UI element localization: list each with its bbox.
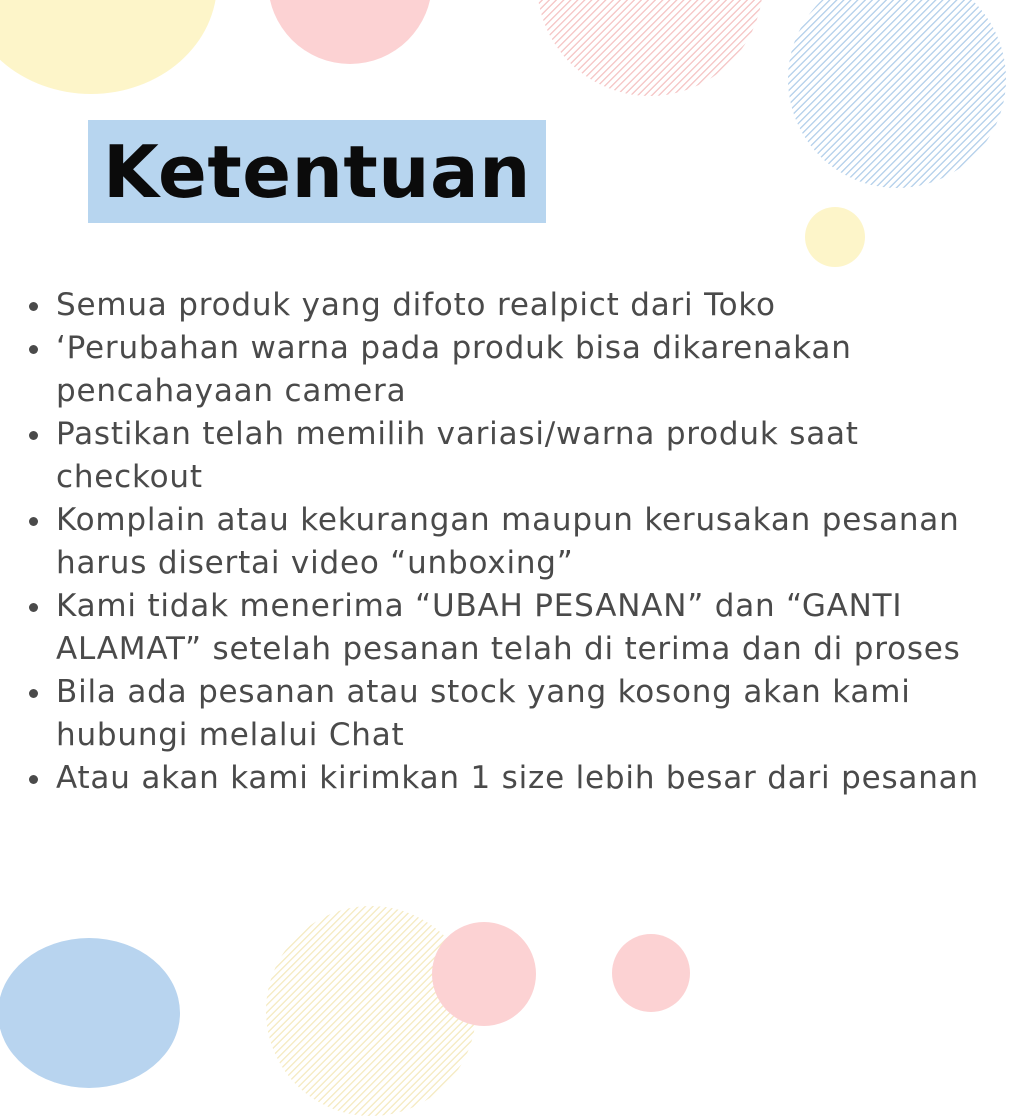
rule-text: Komplain atau kekurangan maupun kerusakan pesanan harus disertai video “unboxing” [56, 502, 960, 581]
decor-circle-pink-bottom-right [612, 934, 690, 1012]
bullet-icon [29, 603, 38, 612]
rule-item [28, 284, 988, 327]
rule-text: Kami tidak menerima “UBAH PESANAN” dan “GANTI ALAMAT” setelah pesanan telah di terima dan di proses [56, 588, 961, 667]
decor-circle-yellow-top-left [0, 0, 217, 94]
decor-circle-pink-top [268, 0, 432, 64]
rule-item [28, 585, 988, 671]
rule-item [28, 327, 988, 413]
bullet-icon [29, 517, 38, 526]
rule-item [28, 757, 988, 800]
bullet-icon [29, 689, 38, 698]
title-highlight-box [88, 120, 546, 223]
rule-text: Bila ada pesanan atau stock yang kosong akan kami hubungi melalui Chat [56, 674, 911, 753]
decor-circle-hatched-pink-top [537, 0, 763, 96]
rules-list [28, 284, 988, 800]
rule-text: Semua produk yang difoto realpict dari Toko [56, 287, 776, 323]
page-title: Ketentuan [103, 129, 531, 214]
decor-circle-blue-bottom-left [0, 938, 180, 1088]
decor-circle-yellow-small [805, 207, 865, 267]
rule-item [28, 671, 988, 757]
rule-text: ‘Perubahan warna pada produk bisa dikarenakan pencahayaan camera [56, 330, 852, 409]
decor-circle-hatched-yellow-bottom [266, 906, 476, 1116]
rule-text: Atau akan kami kirimkan 1 size lebih besar dari pesanan [56, 760, 979, 796]
decor-circle-pink-bottom-middle [432, 922, 536, 1026]
bullet-icon [29, 775, 38, 784]
bullet-icon [29, 345, 38, 354]
rule-item [28, 499, 988, 585]
bullet-icon [29, 431, 38, 440]
decor-circle-hatched-blue-top-right [788, 0, 1006, 188]
bullet-icon [29, 302, 38, 311]
rule-item [28, 413, 988, 499]
rule-text: Pastikan telah memilih variasi/warna produk saat checkout [56, 416, 859, 495]
